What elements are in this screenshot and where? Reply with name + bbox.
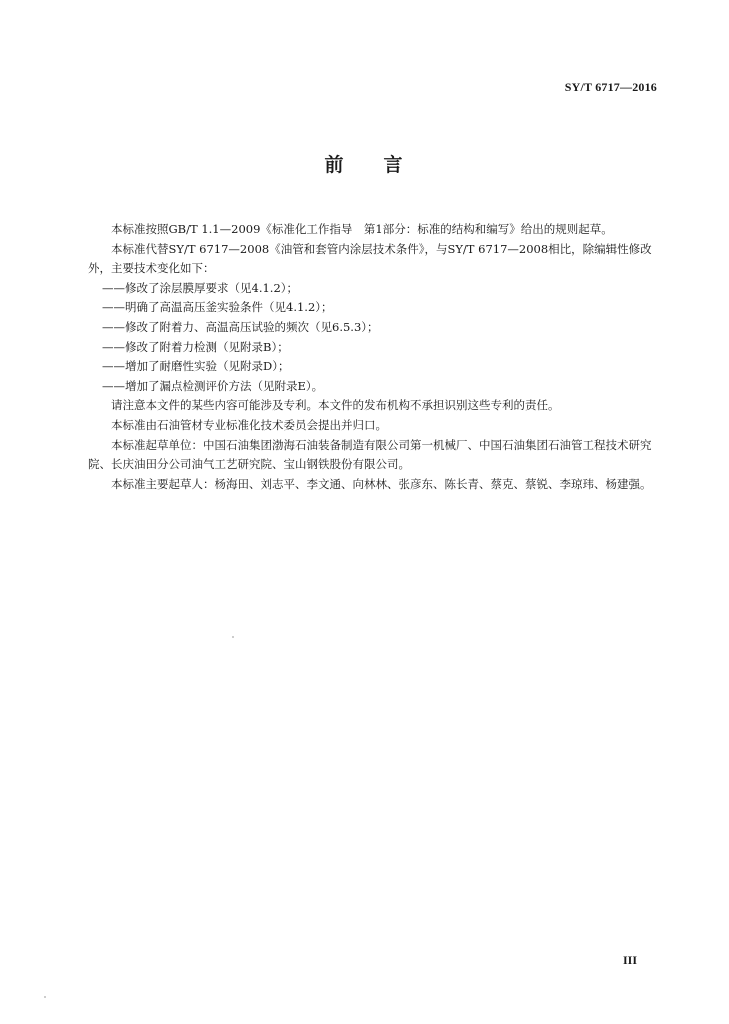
- paragraph-drafting-units: 本标准起草单位：中国石油集团渤海石油装备制造有限公司第一机械厂、中国石油集团石油管工程技术研究院、长庆油田分公司油气工艺研究院、宝山钢铁股份有限公司。: [88, 437, 652, 472]
- paragraph-patent-notice: 请注意本文件的某些内容可能涉及专利。本文件的发布机构不承担识别这些专利的责任。: [111, 398, 560, 413]
- change-item: ——修改了附着力检测（见附录B）；: [102, 339, 289, 354]
- standard-code: SY/T 6717—2016: [564, 80, 657, 94]
- change-item: ——修改了涂层膜厚要求（见4.1.2）；: [102, 280, 299, 295]
- scan-speck: [44, 996, 46, 998]
- paragraph-drafters: 本标准主要起草人：杨海田、刘志平、李文通、向林林、张彦东、陈长青、蔡克、蔡锐、李琼玮、杨建强。: [111, 476, 652, 491]
- page-number: III: [622, 953, 637, 967]
- title-char-2: 言: [383, 154, 405, 176]
- paragraph-replacement: 本标准代替SY/T 6717—2008《油管和套管内涂层技术条件》，与SY/T 6717—2008相比，除编辑性修改外，主要技术变化如下：: [88, 241, 652, 276]
- paragraph-proposer: 本标准由石油管材专业标准化技术委员会提出并归口。: [111, 417, 387, 432]
- change-item: ——增加了耐磨性实验（见附录D）；: [102, 359, 290, 374]
- paragraph-drafting-basis: 本标准按照GB/T 1.1—2009《标准化工作指导 第1部分：标准的结构和编写》给出的规则起草。: [111, 222, 613, 236]
- title-char-1: 前: [324, 154, 346, 176]
- foreword-body: [88, 220, 658, 494]
- scan-speck: [232, 636, 234, 638]
- change-item: ——增加了漏点检测评价方法（见附录E）。: [102, 378, 324, 393]
- change-item: ——修改了附着力、高温高压试验的频次（见6.5.3）；: [102, 319, 379, 334]
- page-title: [0, 150, 729, 177]
- change-item: ——明确了高温高压釜实验条件（见4.1.2）；: [102, 300, 333, 315]
